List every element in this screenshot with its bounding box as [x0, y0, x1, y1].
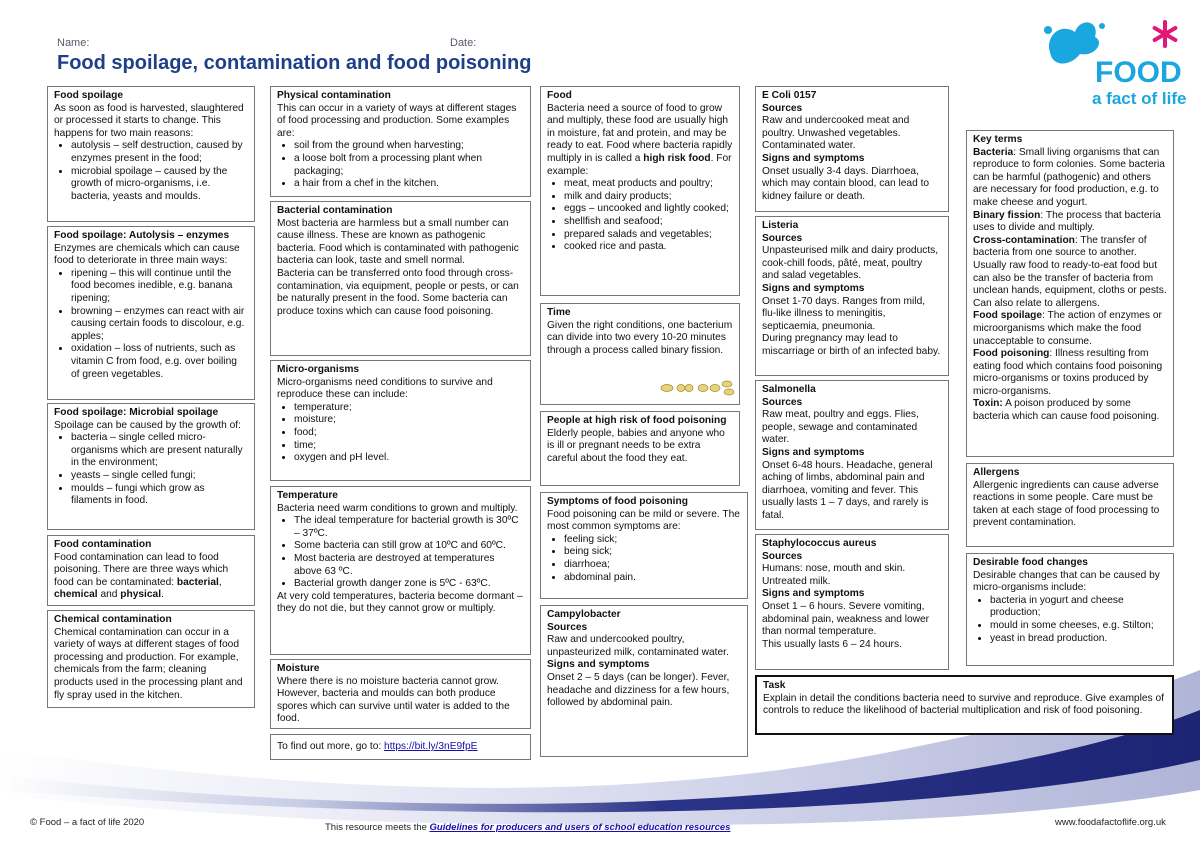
list-item: • oxygen and pH level.	[294, 452, 524, 465]
list-item: • shellfish and seafood;	[564, 216, 733, 229]
list-item: • mould in some cheeses, e.g. Stilton;	[990, 620, 1167, 633]
footer-guidelines: This resource meets the Guidelines for producers and users of school education resources	[325, 822, 731, 833]
high-risk-box	[540, 411, 740, 486]
ecoli-signs-heading: Signs and symptoms	[762, 152, 865, 164]
physical-heading: Physical contamination	[277, 90, 391, 101]
footer-website: www.foodafactoflife.org.uk	[1055, 817, 1166, 828]
list-item: • yeasts – single celled fungi;	[71, 470, 248, 483]
list-item: • a loose bolt from a processing plant when packaging;	[294, 153, 524, 178]
key-term: Toxin: A poison produced by some bacteria which can cause food poisoning.	[973, 398, 1160, 423]
food-heading: Food	[547, 90, 572, 101]
bacterial-p1: Most bacteria are harmless but a small number can cause illness. These are known as pathogenic bacteria. Food which is contaminated with pathogenic bacteria can look, taste and smell normal.	[277, 217, 519, 267]
listeria-extra: During pregnancy may lead to miscarriage or birth of an infected baby.	[762, 333, 941, 357]
time-box	[540, 303, 740, 405]
listeria-signs: Onset 1-70 days. Ranges from mild, flu-like illness to meningitis, septicaemia, pneumonia.	[762, 295, 926, 332]
microbial-spoilage-box	[47, 403, 255, 530]
food-spoilage-heading: Food spoilage	[54, 90, 124, 101]
time-heading: Time	[547, 307, 571, 318]
staph-heading: Staphylococcus aureus	[762, 538, 877, 549]
staph-extra: This usually lasts 6 – 24 hours.	[762, 638, 902, 650]
physical-contamination-box	[270, 86, 531, 197]
date-label: Date:	[450, 37, 477, 49]
allergens-box	[966, 463, 1174, 547]
food-spoilage-intro: As soon as food is harvested, slaughtered or processed it starts to change. This happens for two main reasons:	[54, 102, 244, 139]
key-term: Binary fission: The process that bacteria uses to divide and multiply.	[973, 209, 1161, 234]
salmonella-sources: Raw meat, poultry and eggs. Flies, people, sewage and contaminated water.	[762, 409, 919, 446]
staphylococcus-box	[755, 534, 949, 670]
time-text: Given the right conditions, one bacterium can divide into two every 10-20 minutes through a process called binary fission.	[547, 319, 733, 356]
svg-text:FOOD: FOOD	[1095, 56, 1182, 89]
list-item: • time;	[294, 440, 524, 453]
microbial-intro: Spoilage can be caused by the growth of:	[54, 419, 241, 431]
bacterial-p2: Bacteria can be transferred onto food through cross-contamination, via equipment, people or pests, or can be naturally present in the food. Some bacteria can produce toxins which can cause food poisoning.	[277, 267, 519, 317]
chemical-contamination-box	[47, 610, 255, 708]
list-item: • diarrhoea;	[564, 559, 741, 572]
list-item: • bacteria – single celled micro-organisms which are present naturally in the environment;	[71, 432, 248, 470]
guidelines-link[interactable]: Guidelines for producers and users of school education resources	[429, 822, 731, 833]
list-item: • cooked rice and pasta.	[564, 241, 733, 254]
page-title: Food spoilage, contamination and food poisoning	[57, 52, 532, 74]
ecoli-box	[755, 86, 949, 212]
temperature-intro: Bacteria need warm conditions to grown and multiply.	[277, 502, 518, 514]
chemical-text: Chemical contamination can occur in a variety of ways at different stages of food processing and production. For example, chemicals from the farm; cleaning products used in the processing plant and fly spray used in the kitchen.	[54, 626, 243, 701]
listeria-signs-heading: Signs and symptoms	[762, 282, 865, 294]
salmonella-heading: Salmonella	[762, 384, 816, 395]
find-out-more-link[interactable]: https://bit.ly/3nE9fpE	[384, 741, 478, 752]
micro-organisms-intro: Micro-organisms need conditions to survive and reproduce these can include:	[277, 376, 493, 401]
desirable-heading: Desirable food changes	[973, 557, 1088, 568]
list-item: • food;	[294, 427, 524, 440]
salmonella-box	[755, 380, 949, 530]
find-out-more-text: To find out more, go to:	[277, 741, 385, 752]
moisture-heading: Moisture	[277, 663, 320, 674]
chemical-heading: Chemical contamination	[54, 614, 172, 625]
list-item: • ripening – this will continue until the food becomes inedible, e.g. banana ripening;	[71, 268, 248, 306]
list-item: • milk and dairy products;	[564, 191, 733, 204]
task-text: Explain in detail the conditions bacteria need to survive and reproduce. Give examples of controls to reduce the likelihood of bacterial multiplication and risk of food poisoning.	[763, 692, 1164, 717]
temperature-outro: At very cold temperatures, bacteria become dormant – they do not die, but they cannot grow or multiply.	[277, 590, 523, 615]
find-out-more-box	[270, 734, 531, 760]
list-item: • Most bacteria are destroyed at temperatures above 63 ºC.	[294, 553, 524, 578]
campylobacter-signs-heading: Signs and symptoms	[547, 659, 650, 671]
allergens-text: Allergenic ingredients can cause adverse reactions in some people. Care must be taken at each stage of food processing to prevent contamination.	[973, 479, 1160, 529]
campylobacter-signs: Onset 2 – 5 days (can be longer). Fever, headache and dizziness for a few hours, followed by abdominal pain.	[547, 671, 730, 709]
listeria-box	[755, 216, 949, 376]
physical-intro: This can occur in a variety of ways at different stages of food processing and production. Some examples are:	[277, 102, 517, 139]
campylobacter-sources: Raw and undercooked poultry, unpasteurized milk, contaminated water.	[547, 634, 729, 658]
autolysis-box	[47, 226, 255, 400]
autolysis-intro: Enzymes are chemicals which can cause food to deteriorate in three main ways:	[54, 242, 240, 267]
list-item: • meat, meat products and poultry;	[564, 178, 733, 191]
list-item: • a hair from a chef in the kitchen.	[294, 178, 524, 191]
list-item: • moisture;	[294, 414, 524, 427]
high-risk-text: Elderly people, babies and anyone who is ill or pregnant needs to be extra careful about the food they eat.	[547, 427, 725, 464]
allergens-heading: Allergens	[973, 467, 1020, 478]
key-terms-box	[966, 130, 1174, 457]
list-item: • moulds – fungi which grow as filaments in food.	[71, 483, 248, 508]
listeria-sources-heading: Sources	[762, 232, 803, 244]
list-item: • yeast in bread production.	[990, 633, 1167, 646]
list-item: • Some bacteria can still grow at 10ºC and 60ºC.	[294, 540, 524, 553]
staph-signs-heading: Signs and symptoms	[762, 588, 865, 600]
symptoms-heading: Symptoms of food poisoning	[547, 496, 688, 507]
food-contamination-box	[47, 535, 255, 606]
food-box	[540, 86, 740, 296]
name-label: Name:	[57, 37, 90, 49]
footer-copyright: © Food – a fact of life 2020	[30, 817, 145, 828]
list-item: • being sick;	[564, 546, 741, 559]
ecoli-heading: E Coli 0157	[762, 90, 817, 101]
key-term: Bacteria: Small living organisms that can reproduce to form colonies. Some bacteria can be harmful (pathogenic) and others are necessary for food production, e.g. to make cheese and yogurt.	[973, 146, 1165, 208]
desirable-changes-box	[966, 553, 1174, 666]
staph-sources-heading: Sources	[762, 550, 803, 562]
salmonella-sources-heading: Sources	[762, 396, 803, 408]
food-spoilage-box	[47, 86, 255, 222]
list-item: • oxidation – loss of nutrients, such as vitamin C from food, e.g. over boiling of green vegetables.	[71, 343, 248, 381]
contamination-heading: Food contamination	[54, 539, 152, 550]
campylobacter-box	[540, 605, 748, 757]
desirable-intro: Desirable changes that can be caused by micro-organisms include:	[973, 569, 1160, 594]
list-item: • The ideal temperature for bacterial growth is 30ºC – 37ºC.	[294, 515, 524, 540]
task-heading: Task	[763, 680, 786, 691]
key-term: Food spoilage: The action of enzymes or microorganisms which make the food unacceptable to consume.	[973, 310, 1162, 347]
list-item: • abdominal pain.	[564, 572, 741, 585]
list-item: • microbial spoilage – caused by the growth of micro-organisms, i.e. bacteria, yeasts and moulds.	[71, 166, 248, 204]
bacterial-contamination-box	[270, 201, 531, 356]
micro-organisms-heading: Micro-organisms	[277, 364, 360, 375]
list-item: • prepared salads and vegetables;	[564, 229, 733, 242]
key-terms-heading: Key terms	[973, 134, 1023, 145]
autolysis-heading: Food spoilage: Autolysis – enzymes	[54, 230, 230, 241]
list-item: • soil from the ground when harvesting;	[294, 140, 524, 153]
temperature-heading: Temperature	[277, 490, 338, 501]
list-item: • feeling sick;	[564, 534, 741, 547]
symptoms-intro: Food poisoning can be mild or severe. The most common symptoms are:	[547, 508, 740, 533]
food-a-fact-of-life-logo	[1040, 12, 1190, 112]
bacterial-heading: Bacterial contamination	[277, 205, 393, 216]
key-term: Food poisoning: Illness resulting from eating food which contains food poisoning micro-organisms or toxins produced by micro-organisms.	[973, 348, 1163, 397]
moisture-box	[270, 659, 531, 729]
campylobacter-heading: Campylobacter	[547, 609, 621, 620]
svg-text:a fact of life: a fact of life	[1092, 89, 1187, 108]
list-item: • Bacterial growth danger zone is 5ºC - 63ºC.	[294, 578, 524, 591]
staph-sources: Humans: nose, mouth and skin. Untreated milk.	[762, 563, 906, 587]
temperature-box	[270, 486, 531, 655]
symptoms-box	[540, 492, 748, 599]
food-text: Bacteria need a source of food to grow and multiply, these food are usually high in moisture, fat and protein, and may be ready to eat. Food where bacteria rapidly multiply in is called a high risk food. For example:	[547, 102, 733, 177]
staph-signs: Onset 1 – 6 hours. Severe vomiting, abdominal pain, weakness and lower than normal temperature.	[762, 600, 930, 638]
contamination-text: Food contamination can lead to food poisoning. There are three ways which food can be contaminated: bacterial, chemical and physical.	[54, 551, 229, 601]
task-box	[755, 675, 1174, 735]
list-item: • eggs – uncooked and lightly cooked;	[564, 203, 733, 216]
moisture-text: Where there is no moisture bacteria cannot grow. However, bacteria and moulds can both produce spores which can survive until water is added to the food.	[277, 675, 510, 725]
listeria-heading: Listeria	[762, 220, 799, 231]
ecoli-sources-heading: Sources	[762, 102, 803, 114]
high-risk-heading: People at high risk of food poisoning	[547, 415, 727, 426]
listeria-sources: Unpasteurised milk and dairy products, cook-chill foods, pâté, meat, poultry and salad vegetables.	[762, 245, 939, 282]
microbial-heading: Food spoilage: Microbial spoilage	[54, 407, 219, 418]
key-term: Cross-contamination: The transfer of bacteria from one source to another. Usually raw food to ready-to-eat food but can also be the transfer of bacteria from unclean hands, equipment, cloths or pests. Can also relate to allergens.	[973, 234, 1167, 309]
micro-organisms-box	[270, 360, 531, 481]
list-item: • browning – enzymes can react with air causing certain foods to discolour, e.g. apples;	[71, 306, 248, 344]
list-item: • temperature;	[294, 402, 524, 415]
list-item: • autolysis – self destruction, caused by enzymes present in the food;	[71, 140, 248, 165]
logo-splash-icon	[1040, 12, 1190, 112]
ecoli-signs: Onset usually 3-4 days. Diarrhoea, which may contain blood, can lead to kidney failure or death.	[762, 165, 930, 202]
salmonella-signs-heading: Signs and symptoms	[762, 446, 865, 458]
campylobacter-sources-heading: Sources	[547, 621, 588, 633]
list-item: • bacteria in yogurt and cheese production;	[990, 595, 1167, 620]
binary-fission-icon	[659, 378, 739, 398]
ecoli-sources: Raw and undercooked meat and poultry. Unwashed vegetables. Contaminated water.	[762, 115, 910, 152]
salmonella-signs: Onset 6-48 hours. Headache, general aching of limbs, abdominal pain and diarrhoea, vomiting and fever. This usually lasts 1 – 7 days, and rarely is fatal.	[762, 459, 933, 521]
